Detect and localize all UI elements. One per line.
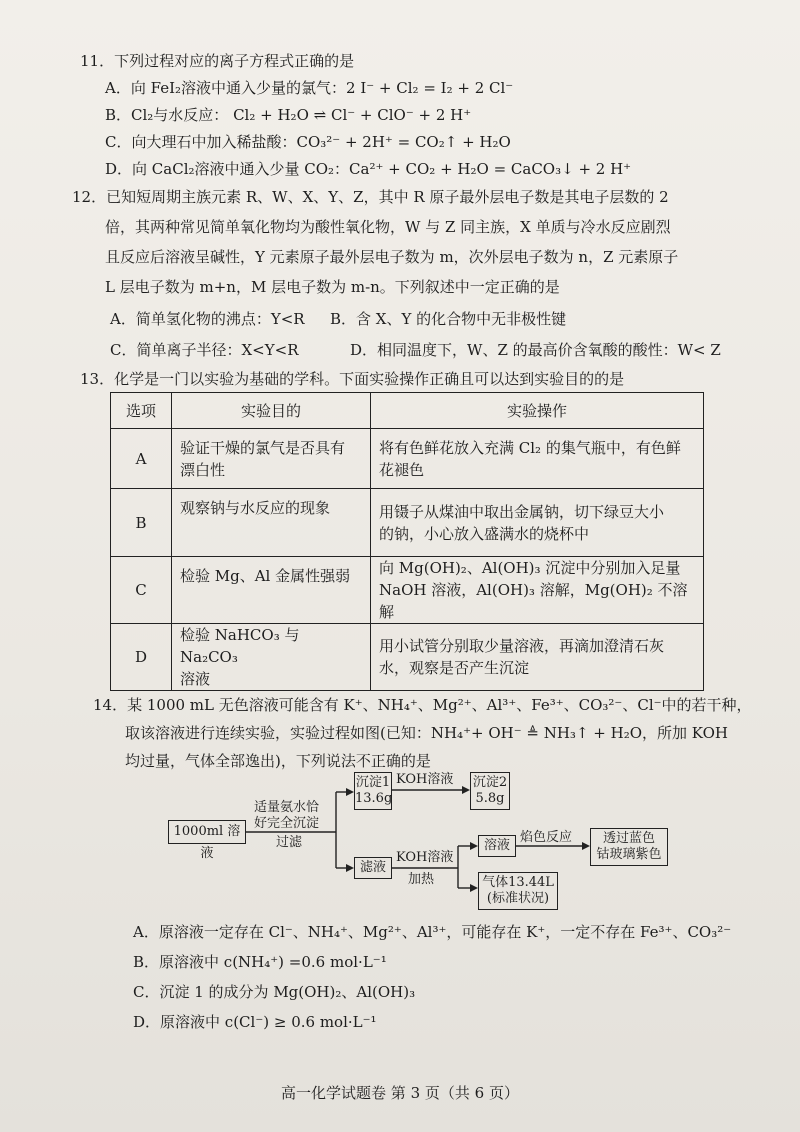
q12-option-a: A．简单氢化物的沸点：Y<R — [110, 310, 305, 328]
q14-option-d: D．原溶液中 c(Cl⁻) ≥ 0.6 mol·L⁻¹ — [133, 1013, 377, 1031]
cell-line: 漂白性 — [180, 460, 226, 479]
flow-precipitate-1 — [354, 772, 392, 810]
page-footer: 高一化学试题卷 第 3 页（共 6 页） — [281, 1084, 519, 1102]
flow-koh-2b: 加热 — [408, 872, 435, 887]
q12-option-c: C．简单离子半径：X<Y<R — [110, 341, 299, 359]
ppt1-mass: 13.6g — [355, 791, 393, 806]
flow-condition-1b: 好完全沉淀 — [254, 816, 320, 831]
flow-filtrate: 滤液 — [354, 857, 392, 879]
cell-line: 的钠，小心放入盛满水的烧杯中 — [379, 524, 590, 543]
flow-condition-1c: 过滤 — [276, 835, 303, 850]
cell-line: 溶液 — [180, 670, 211, 688]
flow-condition-1a: 适量氨水恰 — [254, 800, 320, 815]
q13-stem: 13．化学是一门以实验为基础的学科。下面实验操作正确且可以达到实验目的的是 — [80, 370, 625, 388]
q12-line4: L 层电子数为 m+n，M 层电子数为 m-n。下列叙述中一定正确的是 — [105, 278, 560, 296]
flow-flame-test: 焰色反应 — [520, 830, 573, 845]
cell-line: 水，观察是否产生沉淀 — [379, 659, 530, 677]
flow-cobalt-result — [590, 828, 668, 866]
flow-start-solution: 1000ml 溶液 — [168, 820, 246, 844]
flow-koh-1: KOH溶液 — [396, 772, 454, 787]
cell-line: 将有色鲜花放入充满 Cl₂ 的集气瓶中，有色鲜 — [379, 438, 681, 457]
q11-option-c: C．向大理石中加入稀盐酸：CO₃²⁻ + 2H⁺ = CO₂↑ + H₂O — [105, 133, 511, 151]
q14-line3: 均过量，气体全部逸出)，下列说法不正确的是 — [125, 752, 431, 770]
cell-line: 观察钠与水反应的现象 — [180, 499, 331, 517]
table-cell-option: D — [111, 624, 172, 691]
q12-line3: 且反应后溶液呈碱性，Y 元素原子最外层电子数为 m，次外层电子数为 n，Z 元素原子 — [105, 248, 679, 266]
cell-line: 花褪色 — [379, 460, 425, 479]
cell-line: 用小试管分别取少量溶液，再滴加澄清石灰 — [379, 637, 665, 655]
q14-option-c: C．沉淀 1 的成分为 Mg(OH)₂、Al(OH)₃ — [133, 983, 416, 1001]
q12-line2: 倍，其两种常见简单氧化物均为酸性氧化物，W 与 Z 同主族，X 单质与冷水反应剧烈 — [105, 218, 671, 236]
q12-option-b: B．含 X、Y 的化合物中无非极性键 — [330, 310, 567, 328]
flow-solution: 溶液 — [478, 835, 516, 857]
q14-option-b: B．原溶液中 c(NH₄⁺) =0.6 mol·L⁻¹ — [133, 953, 387, 971]
gas-condition: (标准状况) — [486, 891, 550, 906]
flow-gas — [478, 872, 558, 910]
ppt2-label: 沉淀2 — [472, 775, 508, 790]
flow-koh-2a: KOH溶液 — [396, 850, 454, 865]
table-cell-option: A — [111, 429, 172, 489]
table-header: 实验目的 — [172, 393, 371, 429]
q11-option-b: B．Cl₂与水反应： Cl₂ + H₂O ⇌ Cl⁻ + ClO⁻ + 2 H⁺ — [105, 106, 472, 124]
q11-option-d: D．向 CaCl₂溶液中通入少量 CO₂：Ca²⁺ + CO₂ + H₂O = CaCO₃↓ + 2 H⁺ — [105, 160, 632, 178]
ppt1-label: 沉淀1 — [355, 775, 391, 790]
q14-line1: 14．某 1000 mL 无色溶液可能含有 K⁺、NH₄⁺、Mg²⁺、Al³⁺、Fe³⁺、CO₃²⁻、Cl⁻中的若干种， — [93, 696, 752, 714]
cell-line: 用镊子从煤油中取出金属钠，切下绿豆大小 — [379, 502, 665, 521]
table-cell-option: C — [111, 557, 172, 624]
table-header: 实验操作 — [371, 393, 704, 429]
q14-line2: 取该溶液进行连续实验，实验过程如图(已知：NH₄⁺+ OH⁻ ≜ NH₃↑ + H₂O，所加 KOH — [125, 724, 728, 742]
cell-line: 检验 Mg、Al 金属性强弱 — [180, 567, 351, 585]
table-cell-option: B — [111, 489, 172, 557]
flow-precipitate-2 — [470, 772, 510, 810]
cell-line: 向 Mg(OH)₂、Al(OH)₃ 沉淀中分别加入足量 — [379, 559, 681, 577]
cobalt-line2: 钴玻璃紫色 — [596, 847, 662, 862]
ppt2-mass: 5.8g — [475, 791, 505, 806]
q12-option-d: D．相同温度下，W、Z 的最高价含氧酸的酸性：W< Z — [350, 341, 721, 359]
cobalt-line1: 透过蓝色 — [602, 831, 655, 846]
gas-volume: 气体13.44L — [482, 875, 554, 890]
cell-line: NaOH 溶液，Al(OH)₃ 溶解，Mg(OH)₂ 不溶解 — [379, 581, 688, 621]
cell-line: 验证干燥的氯气是否具有 — [180, 438, 346, 457]
q12-line1: 12．已知短周期主族元素 R、W、X、Y、Z，其中 R 原子最外层电子数是其电子层数的 2 — [72, 188, 669, 206]
q11-stem: 11．下列过程对应的离子方程式正确的是 — [80, 52, 355, 70]
q14-option-a: A．原溶液一定存在 Cl⁻、NH₄⁺、Mg²⁺、Al³⁺，可能存在 K⁺，一定不存在 Fe³⁺、CO₃²⁻ — [133, 923, 732, 941]
q11-option-a: A．向 FeI₂溶液中通入少量的氯气：2 I⁻ + Cl₂ = I₂ + 2 Cl⁻ — [105, 79, 514, 97]
table-header: 选项 — [111, 393, 172, 429]
cell-line: 检验 NaHCO₃ 与 Na₂CO₃ — [180, 626, 300, 666]
